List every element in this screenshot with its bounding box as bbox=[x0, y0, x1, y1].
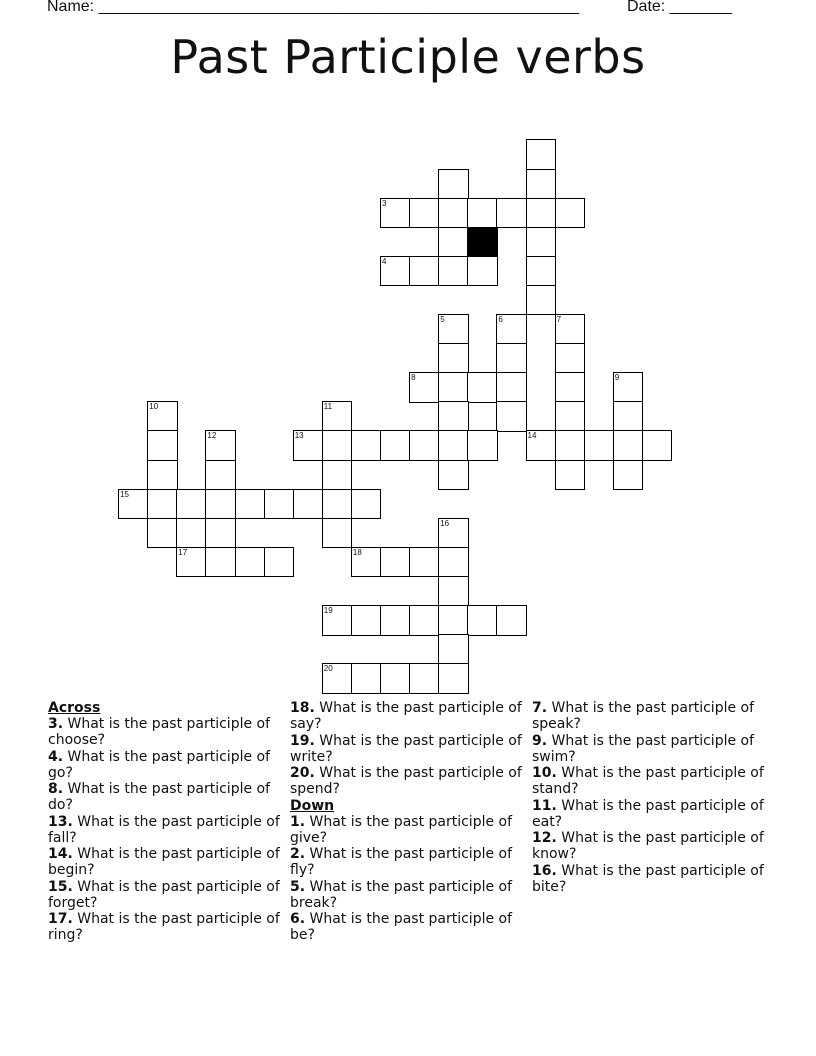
crossword-cell[interactable] bbox=[438, 256, 469, 287]
crossword-cell[interactable] bbox=[147, 430, 178, 461]
crossword-cell[interactable] bbox=[555, 372, 586, 403]
crossword-cell[interactable] bbox=[526, 285, 557, 316]
clue-number-label: 6 bbox=[498, 315, 503, 324]
crossword-cell[interactable] bbox=[380, 547, 411, 578]
crossword-cell[interactable] bbox=[409, 663, 440, 694]
clue-number: 11. bbox=[532, 797, 557, 814]
crossword-cell[interactable] bbox=[351, 489, 382, 520]
crossword-cell[interactable] bbox=[642, 430, 673, 461]
clue-number-label: 17 bbox=[178, 547, 188, 557]
crossword-cell[interactable] bbox=[526, 169, 557, 200]
clue-text: What is the past participle of swim? bbox=[532, 732, 755, 765]
clue-item bbox=[48, 716, 280, 748]
clue-text: What is the past participle of fly? bbox=[290, 846, 513, 878]
crossword-cell[interactable] bbox=[526, 256, 557, 287]
crossword-cell[interactable] bbox=[526, 198, 557, 229]
clue-item bbox=[48, 846, 280, 878]
page-title: Past Participle verbs bbox=[170, 30, 646, 84]
clue-number: 9. bbox=[532, 732, 548, 749]
clue-number: 16. bbox=[532, 862, 557, 879]
clue-number-label: 15 bbox=[120, 489, 129, 499]
crossword-block bbox=[467, 227, 498, 258]
clue-item bbox=[290, 814, 522, 846]
clues-column-1 bbox=[48, 700, 280, 944]
clue-text: What is the past participle of give? bbox=[290, 813, 513, 846]
clue-number-label: 5 bbox=[440, 315, 445, 324]
crossword-cell[interactable] bbox=[555, 314, 586, 345]
crossword-cell[interactable] bbox=[235, 489, 266, 520]
crossword-cell[interactable] bbox=[380, 663, 411, 694]
date-field-label: Date: _______ bbox=[627, 0, 732, 15]
crossword-cell[interactable] bbox=[555, 401, 586, 432]
crossword-cell[interactable] bbox=[147, 460, 178, 491]
crossword-cell[interactable] bbox=[438, 605, 469, 636]
clue-number-label: 8 bbox=[411, 373, 416, 383]
crossword-cell[interactable] bbox=[409, 430, 440, 461]
clue-number: 18. bbox=[290, 700, 315, 716]
clue-number-label: 14 bbox=[527, 431, 537, 441]
crossword-cell[interactable] bbox=[351, 547, 382, 578]
clue-text: What is the past participle of stand? bbox=[532, 765, 764, 797]
clue-number: 20. bbox=[290, 765, 315, 781]
clues-column-2 bbox=[290, 700, 522, 944]
clue-number-label: 9 bbox=[614, 373, 620, 383]
crossword-cell[interactable] bbox=[496, 372, 527, 403]
crossword-cell[interactable] bbox=[409, 256, 440, 287]
crossword-cell[interactable] bbox=[380, 256, 411, 287]
crossword-cell[interactable] bbox=[467, 605, 498, 636]
crossword-cell[interactable] bbox=[438, 518, 469, 549]
crossword-cell[interactable] bbox=[438, 343, 469, 374]
crossword-cell[interactable] bbox=[555, 460, 586, 491]
clue-number-label: 10 bbox=[149, 402, 159, 412]
crossword-cell[interactable] bbox=[118, 489, 149, 520]
clue-item bbox=[290, 846, 522, 878]
crossword-cell[interactable] bbox=[555, 343, 586, 374]
clue-number-label: 13 bbox=[294, 431, 304, 441]
clue-text: What is the past participle of choose? bbox=[48, 716, 271, 748]
clue-item bbox=[532, 765, 764, 797]
clue-text: What is the past participle of fall? bbox=[48, 813, 280, 846]
crossword-cell[interactable] bbox=[438, 401, 469, 432]
clue-section-heading: Down bbox=[290, 797, 335, 814]
clue-number: 17. bbox=[48, 911, 73, 927]
crossword-cell[interactable] bbox=[380, 430, 411, 461]
clue-text: What is the past participle of forget? bbox=[48, 878, 280, 911]
clue-item bbox=[532, 863, 764, 895]
crossword-cell[interactable] bbox=[555, 430, 586, 461]
crossword-cell[interactable] bbox=[438, 430, 469, 461]
clue-number: 12. bbox=[532, 830, 557, 846]
clue-number: 3. bbox=[48, 716, 64, 732]
crossword-cell[interactable] bbox=[613, 372, 644, 403]
crossword-cell[interactable] bbox=[205, 430, 236, 461]
clue-text: What is the past participle of bite? bbox=[532, 862, 764, 895]
clue-item bbox=[48, 749, 280, 781]
clue-number: 2. bbox=[290, 846, 306, 862]
clue-item bbox=[48, 879, 280, 911]
crossword-cell[interactable] bbox=[322, 489, 353, 520]
crossword-cell[interactable] bbox=[613, 401, 644, 432]
clue-text: What is the past participle of go? bbox=[48, 748, 271, 781]
clue-text: What is the past participle of break? bbox=[290, 878, 513, 911]
clue-item bbox=[290, 733, 522, 765]
clue-number: 4. bbox=[48, 748, 64, 765]
crossword-cell[interactable] bbox=[380, 198, 411, 229]
clue-text: What is the past participle of spend? bbox=[290, 765, 522, 797]
crossword-cell[interactable] bbox=[438, 460, 469, 491]
crossword-cell[interactable] bbox=[584, 430, 615, 461]
clue-item bbox=[532, 733, 764, 765]
crossword-cell[interactable] bbox=[176, 547, 207, 578]
crossword-cell[interactable] bbox=[496, 605, 527, 636]
clue-number: 19. bbox=[290, 732, 315, 749]
clue-number-label: 7 bbox=[556, 315, 562, 324]
crossword-cell[interactable] bbox=[176, 489, 207, 520]
crossword-cell[interactable] bbox=[526, 430, 557, 461]
clue-number-label: 20 bbox=[323, 664, 333, 674]
crossword-cell[interactable] bbox=[409, 547, 440, 578]
crossword-cell[interactable] bbox=[293, 489, 324, 520]
clue-number-label: 12 bbox=[207, 431, 217, 441]
crossword-cell[interactable] bbox=[438, 547, 469, 578]
clue-number: 8. bbox=[48, 781, 64, 797]
crossword-cell[interactable] bbox=[438, 227, 469, 258]
clue-text: What is the past participle of begin? bbox=[48, 846, 280, 878]
clue-text: What is the past participle of say? bbox=[290, 700, 522, 732]
clue-number: 5. bbox=[290, 878, 306, 895]
clue-item bbox=[532, 830, 764, 862]
clue-item bbox=[290, 911, 522, 943]
name-field-label: Name: ______________________________________________________ bbox=[47, 0, 580, 15]
crossword-cell[interactable] bbox=[613, 430, 644, 461]
crossword-cell[interactable] bbox=[438, 372, 469, 403]
clue-text: What is the past participle of do? bbox=[48, 781, 271, 813]
crossword-cell[interactable] bbox=[264, 547, 295, 578]
crossword-cell[interactable] bbox=[409, 372, 440, 403]
clue-number: 6. bbox=[290, 911, 306, 927]
clues-column-3 bbox=[532, 700, 764, 895]
clue-text: What is the past participle of eat? bbox=[532, 797, 764, 830]
crossword-cell[interactable] bbox=[438, 634, 469, 665]
crossword-cell[interactable] bbox=[555, 198, 586, 229]
clue-text: What is the past participle of speak? bbox=[532, 700, 755, 732]
crossword-cell[interactable] bbox=[380, 605, 411, 636]
clue-number: 10. bbox=[532, 765, 557, 781]
crossword-cell[interactable] bbox=[322, 605, 353, 636]
crossword-cell[interactable] bbox=[351, 663, 382, 694]
crossword-cell[interactable] bbox=[496, 343, 527, 374]
clue-item bbox=[290, 879, 522, 911]
clue-item bbox=[290, 765, 522, 797]
crossword-cell[interactable] bbox=[351, 605, 382, 636]
crossword-cell[interactable] bbox=[467, 430, 498, 461]
crossword-cell[interactable] bbox=[147, 518, 178, 549]
crossword-cell[interactable] bbox=[293, 430, 324, 461]
crossword-cell[interactable] bbox=[322, 401, 353, 432]
crossword-cell[interactable] bbox=[322, 518, 353, 549]
clue-item bbox=[532, 700, 764, 732]
crossword-cell[interactable] bbox=[147, 401, 178, 432]
clue-text: What is the past participle of know? bbox=[532, 830, 764, 862]
crossword-cell[interactable] bbox=[322, 663, 353, 694]
crossword-cell[interactable] bbox=[176, 518, 207, 549]
crossword-cell[interactable] bbox=[235, 547, 266, 578]
clue-number-label: 3 bbox=[382, 198, 387, 208]
crossword-cell[interactable] bbox=[205, 460, 236, 491]
crossword-cell[interactable] bbox=[322, 460, 353, 491]
crossword-cell[interactable] bbox=[438, 198, 469, 229]
crossword-cell[interactable] bbox=[526, 227, 557, 258]
clue-number: 13. bbox=[48, 813, 73, 830]
crossword-cell[interactable] bbox=[438, 663, 469, 694]
clue-number: 15. bbox=[48, 878, 73, 895]
crossword-cell[interactable] bbox=[467, 198, 498, 229]
clue-number-label: 11 bbox=[323, 402, 333, 412]
clue-text: What is the past participle of be? bbox=[290, 911, 513, 943]
clue-item bbox=[48, 781, 280, 813]
crossword-cell[interactable] bbox=[264, 489, 295, 520]
clue-item bbox=[532, 798, 764, 830]
crossword-cell[interactable] bbox=[351, 430, 382, 461]
clue-number-label: 19 bbox=[323, 606, 333, 615]
crossword-cell[interactable] bbox=[496, 198, 527, 229]
clue-number: 14. bbox=[48, 846, 73, 862]
clue-item bbox=[48, 814, 280, 846]
crossword-cell[interactable] bbox=[205, 489, 236, 520]
clue-item bbox=[290, 700, 522, 732]
clue-number-label: 16 bbox=[440, 518, 450, 528]
crossword-cell[interactable] bbox=[467, 256, 498, 287]
crossword-cell[interactable] bbox=[409, 198, 440, 229]
clue-text: What is the past participle of ring? bbox=[48, 911, 280, 943]
clue-text: What is the past participle of write? bbox=[290, 732, 522, 765]
crossword-cell[interactable] bbox=[147, 489, 178, 520]
crossword-cell[interactable] bbox=[613, 460, 644, 491]
crossword-cell[interactable] bbox=[438, 314, 469, 345]
crossword-cell[interactable] bbox=[438, 576, 469, 607]
crossword-cell[interactable] bbox=[205, 547, 236, 578]
crossword-cell[interactable] bbox=[409, 605, 440, 636]
crossword-cell[interactable] bbox=[467, 372, 498, 403]
clue-number-label: 18 bbox=[352, 547, 362, 557]
crossword-cell[interactable] bbox=[438, 169, 469, 200]
clue-number: 1. bbox=[290, 813, 306, 830]
crossword-cell[interactable] bbox=[526, 139, 557, 170]
crossword-cell[interactable] bbox=[496, 401, 527, 432]
clue-number: 7. bbox=[532, 700, 548, 716]
clue-item bbox=[48, 911, 280, 943]
clue-number-label: 4 bbox=[382, 256, 387, 266]
crossword-cell[interactable] bbox=[322, 430, 353, 461]
crossword-cell[interactable] bbox=[205, 518, 236, 549]
clue-section-heading: Across bbox=[48, 700, 101, 716]
crossword-cell[interactable] bbox=[496, 314, 527, 345]
